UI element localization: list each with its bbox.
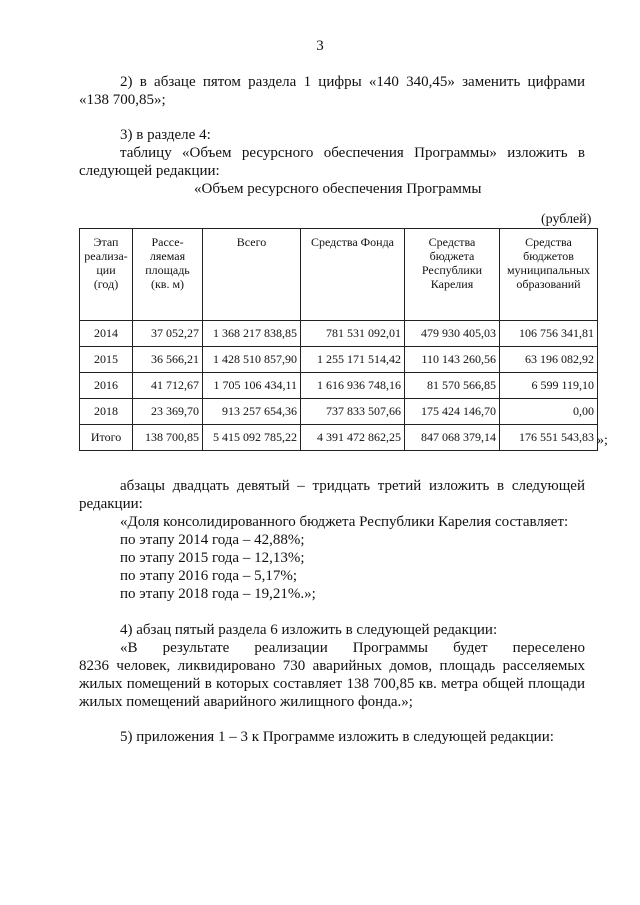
cell-municipal: 176 551 543,83	[500, 425, 598, 451]
cell-fund: 1 255 171 514,42	[301, 347, 405, 373]
share-2014: по этапу 2014 года – 42,88%;	[120, 532, 305, 548]
cell-stage: 2014	[80, 321, 133, 347]
table-total-row	[80, 425, 598, 451]
header-area: Рассе-ляемая площадь (кв. м)	[133, 229, 203, 321]
item4-line2: 8236 человек, ликвидировано 730 аварийных домов, площадь расселяемых	[79, 658, 585, 674]
item4-heading: 4) абзац пятый раздела 6 изложить в следующей редакции:	[120, 622, 498, 638]
header-fund: Средства Фонда	[301, 229, 405, 321]
item4-line4: жилых помещений аварийного жилищного фонда.»;	[79, 694, 413, 710]
table-title: «Объем ресурсного обеспечения Программы	[194, 181, 482, 197]
share-2016: по этапу 2016 года – 5,17%;	[120, 568, 297, 584]
abz-quote-line: «Доля консолидированного бюджета Республики Карелия составляет:	[120, 514, 569, 530]
item3-line1: таблицу «Объем ресурсного обеспечения Программы» изложить в	[120, 145, 585, 161]
cell-area: 138 700,85	[133, 425, 203, 451]
item2-line2: «138 700,85»;	[79, 92, 166, 108]
cell-fund: 4 391 472 862,25	[301, 425, 405, 451]
table-unit: (рублей)	[541, 212, 592, 227]
cell-fund: 1 616 936 748,16	[301, 373, 405, 399]
item3-line2: следующей редакции:	[79, 163, 220, 179]
table-row	[80, 373, 598, 399]
header-total: Всего	[203, 229, 301, 321]
cell-municipal: 0,00	[500, 399, 598, 425]
table-row	[80, 399, 598, 425]
abz-line1: абзацы двадцать девятый – тридцать третий изложить в следующей	[120, 478, 585, 494]
cell-area: 41 712,67	[133, 373, 203, 399]
share-2018: по этапу 2018 года – 19,21%.»;	[120, 586, 316, 602]
table-header-row	[80, 229, 598, 321]
share-2015: по этапу 2015 года – 12,13%;	[120, 550, 305, 566]
cell-republic: 479 930 405,03	[405, 321, 500, 347]
item4-line3: жилых помещений в которых составляет 138 700,85 кв. метра общей площади	[79, 676, 585, 692]
item5-heading: 5) приложения 1 – 3 к Программе изложить в следующей редакции:	[120, 729, 554, 745]
cell-republic: 847 068 379,14	[405, 425, 500, 451]
header-municipal-budget: Средства бюджетов муниципальных образований	[500, 229, 598, 321]
table-row	[80, 321, 598, 347]
cell-area: 23 369,70	[133, 399, 203, 425]
cell-republic: 81 570 566,85	[405, 373, 500, 399]
cell-area: 37 052,27	[133, 321, 203, 347]
cell-stage: 2015	[80, 347, 133, 373]
resource-table	[79, 228, 598, 451]
item3-heading: 3) в разделе 4:	[120, 127, 211, 143]
cell-fund: 781 531 092,01	[301, 321, 405, 347]
abz-line2: редакции:	[79, 496, 143, 512]
cell-municipal: 106 756 341,81	[500, 321, 598, 347]
cell-republic: 110 143 260,56	[405, 347, 500, 373]
header-stage: Этап реализа-ции (год)	[80, 229, 133, 321]
cell-stage: 2018	[80, 399, 133, 425]
page-number: 3	[316, 38, 324, 54]
cell-stage: Итого	[80, 425, 133, 451]
item4-line1: «В результате реализации Программы будет переселено	[120, 640, 585, 656]
cell-total: 5 415 092 785,22	[203, 425, 301, 451]
item2-line1: 2) в абзаце пятом раздела 1 цифры «140 340,45» заменить цифрами	[120, 74, 585, 90]
cell-municipal: 63 196 082,92	[500, 347, 598, 373]
cell-fund: 737 833 507,66	[301, 399, 405, 425]
cell-republic: 175 424 146,70	[405, 399, 500, 425]
cell-total: 1 428 510 857,90	[203, 347, 301, 373]
header-republic-budget: Средства бюджета Республики Карелия	[405, 229, 500, 321]
cell-total: 913 257 654,36	[203, 399, 301, 425]
cell-municipal: 6 599 119,10	[500, 373, 598, 399]
cell-total: 1 705 106 434,11	[203, 373, 301, 399]
table-closing-quote: »;	[597, 433, 608, 448]
cell-total: 1 368 217 838,85	[203, 321, 301, 347]
table-row	[80, 347, 598, 373]
cell-area: 36 566,21	[133, 347, 203, 373]
cell-stage: 2016	[80, 373, 133, 399]
